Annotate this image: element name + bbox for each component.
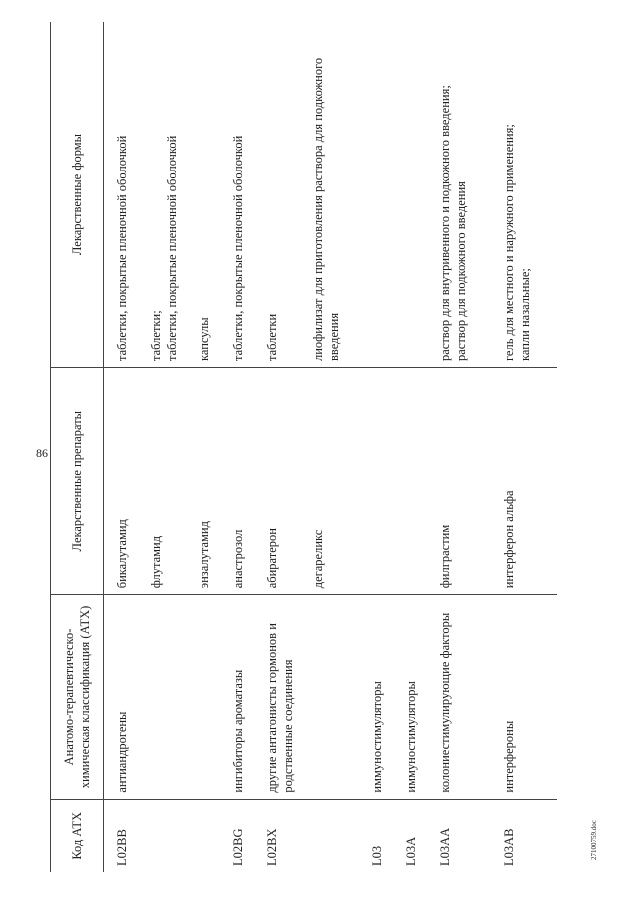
cell-forms: таблетки bbox=[260, 22, 308, 368]
cell-forms bbox=[399, 22, 433, 368]
cell-code: L03AB bbox=[501, 828, 516, 866]
cell-drug: интерферон альфа bbox=[497, 368, 557, 595]
cell-code: L02BB bbox=[115, 829, 129, 866]
cell-classification: иммуностимуляторы bbox=[399, 595, 433, 799]
cell-classification: другие антагонисты гормонов и родственные соединения bbox=[260, 595, 308, 799]
cell-classification: иммуностимуляторы bbox=[365, 595, 399, 799]
cell-forms: таблетки, покрытые пленочной оболочкой bbox=[104, 22, 142, 368]
cell-forms bbox=[365, 22, 399, 368]
cell-drug: абиратерон bbox=[260, 368, 308, 595]
rotated-table-container bbox=[50, 22, 590, 872]
table-row bbox=[365, 22, 399, 872]
cell-code: L03 bbox=[369, 845, 384, 866]
cell-code: L03AA bbox=[437, 827, 452, 866]
cell-code bbox=[192, 799, 226, 872]
cell-forms: таблетки; таблетки, покрытые пленочной оболочкой bbox=[142, 22, 192, 368]
cell-drug bbox=[365, 368, 399, 595]
page-number: 86 bbox=[36, 446, 48, 460]
footer-filename: 27100759.doc bbox=[590, 820, 598, 860]
table-row bbox=[497, 22, 557, 872]
table-row bbox=[308, 22, 365, 872]
cell-drug: анастрозол bbox=[226, 368, 260, 595]
table-row bbox=[142, 22, 192, 872]
header-forms: Лекарственные формы bbox=[51, 22, 104, 368]
cell-forms: гель для местного и наружного применения; капли назальные; bbox=[497, 22, 557, 368]
cell-code: L02BX bbox=[264, 828, 279, 866]
cell-drug: бикалутамид bbox=[104, 368, 142, 595]
cell-classification bbox=[192, 595, 226, 799]
cell-classification: интерфероны bbox=[497, 595, 557, 799]
cell-drug: дегареликс bbox=[308, 368, 365, 595]
cell-drug: энзалутамид bbox=[192, 368, 226, 595]
table-row bbox=[433, 22, 497, 872]
table-header-row bbox=[51, 22, 104, 872]
cell-forms: лиофилизат для приготовления раствора для подкожного введения bbox=[308, 22, 365, 368]
table-row bbox=[104, 22, 142, 872]
cell-forms: раствор для внутривенного и подкожного введения; раствор для подкожного введения bbox=[433, 22, 497, 368]
table-row bbox=[399, 22, 433, 872]
cell-classification: ингибиторы ароматазы bbox=[226, 595, 260, 799]
cell-forms: капсулы bbox=[192, 22, 226, 368]
header-classification: Анатомо-терапевтическо-химическая классификация (АТХ) bbox=[51, 595, 104, 799]
atc-drug-table bbox=[50, 22, 557, 872]
cell-drug: филграстим bbox=[433, 368, 497, 595]
header-code: Код АТХ bbox=[51, 799, 104, 872]
cell-code bbox=[142, 799, 192, 872]
table-row bbox=[226, 22, 260, 872]
cell-drug: флутамид bbox=[142, 368, 192, 595]
cell-classification: антиандрогены bbox=[104, 595, 142, 799]
cell-code: L03A bbox=[403, 836, 418, 866]
table-row bbox=[192, 22, 226, 872]
cell-code: L02BG bbox=[230, 828, 245, 866]
cell-code bbox=[308, 799, 365, 872]
cell-classification bbox=[308, 595, 365, 799]
table-row bbox=[260, 22, 308, 872]
header-drugs: Лекарственные препараты bbox=[51, 368, 104, 595]
cell-classification: колониестимулирующие факторы bbox=[433, 595, 497, 799]
cell-classification bbox=[142, 595, 192, 799]
cell-forms: таблетки, покрытые пленочной оболочкой bbox=[226, 22, 260, 368]
cell-drug bbox=[399, 368, 433, 595]
